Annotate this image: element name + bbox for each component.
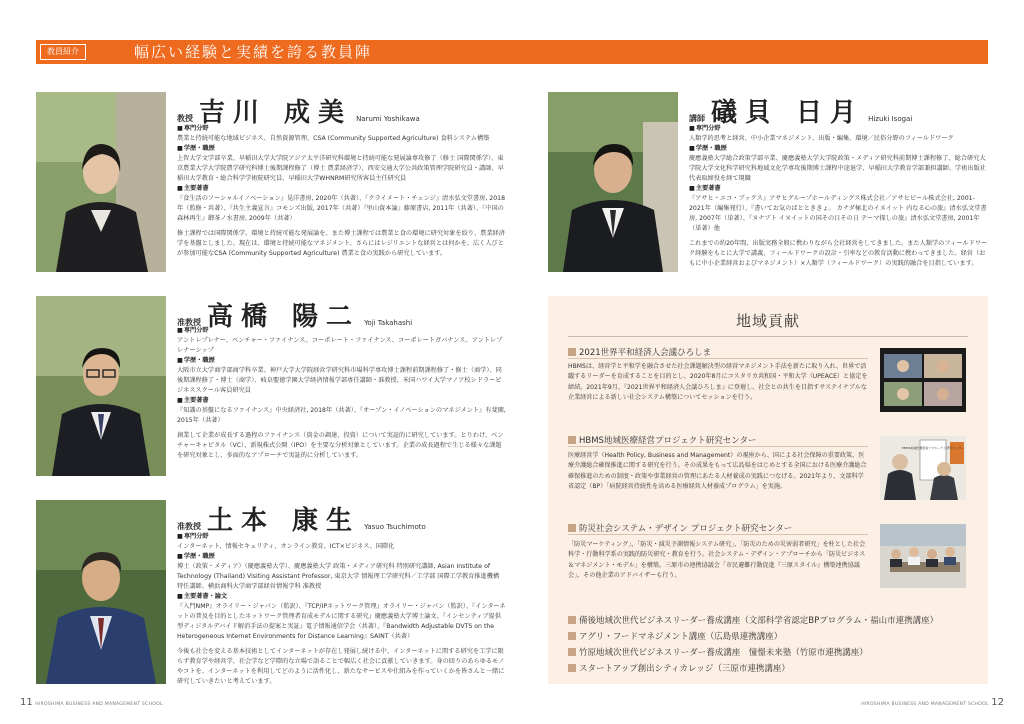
project-text: HBMSは、経営学と平和学を融合させた社会課題解決型の経営マネジメント手法を新たに取り入れ、世界で活躍するリーダーを育成することを目的とし、2020年8月にコスタリカ共和国・平和大学（UPEACE）と協定を締結。2021年9月、『2021世界平和経済人会議ひろしま』に登壇し、社会との共生を目指すサステイナブルな企業経営による新しい社会システム構築についてセッションを行う。 — [568, 363, 868, 402]
bio-text: 人類学的思考と経営、中小企業マネジメント、出版・編集、環境／民俗分野のフィールドワーク — [689, 135, 954, 142]
bio-text: 『知識の基盤になるファイナンス』中央経済社, 2018年（共著）、『オープン・イノベーションのマネジメント』有斐閣, 2015年（共著） — [177, 407, 506, 424]
bio-heading: ■ 専門分野 — [177, 532, 507, 542]
project-photo-disaster-meeting — [880, 524, 966, 588]
faculty-name-jp: 高橋 陽二 — [207, 302, 361, 332]
faculty-name-en: Narumi Yoshikawa — [356, 115, 420, 123]
bio-text: 『アサヒ・エコ・ブックス』アサヒグループホールディングス株式会社／アサヒビール株式会社, 2001-2021年（編集発行）、『書いてお気のばととききょ。 カナダ極北のイヌイット 内なる心の旅』清水弘文堂書房, 2007年（単著）、『ヌナブト イヌイットの国その日その日 テーマ探しの旅』清水弘文堂書房, 2001年（単著）他 — [689, 195, 987, 232]
bio-text: 慶應義塾大学総合政策学部卒業、慶應義塾大学大学院政策・メディア研究科前期博士課程修了、総合研究大学院大学文化科学研究科地域文化学専攻後期博士課程中途退学、早稲田大学教育学部兼担講師、学術出版社代表取締役を経て現職 — [689, 155, 986, 182]
list-item: アグリ・フードマネジメント講座（広島県連携講座） — [568, 630, 782, 642]
faculty-name-jp: 土本 康生 — [207, 506, 361, 536]
bio-heading: ■ 専門分野 — [177, 326, 507, 336]
divider — [568, 446, 868, 447]
center-sign: HBMS地域医療経営プロジェクト研究センター — [901, 446, 965, 450]
bullet-square-icon — [568, 616, 576, 624]
faculty-name-en: Yasuo Tsuchimoto — [364, 523, 426, 531]
faculty-bio — [689, 124, 989, 269]
bio-body: 今後も社会を変える基本技術としてインターネットが存在し発展し続ける中、インターネットに関する研究を工学に限らず教育学や経営学、社会学など学際的な立場で語ることで幅広く社会に貢献していきます。身の回りのあらゆるモノやコトを、インターネットを利用してどのように活性化し、新たなサービスや仕組みを作っていくかを皆さんと一緒に研究していきたいと考えています。 — [177, 648, 505, 685]
faculty-photo-isogai — [548, 92, 678, 272]
bio-heading: ■ 主要著書 — [689, 184, 989, 194]
bio-heading: ■ 主要著書・論文 — [177, 592, 507, 602]
faculty-bio — [177, 124, 507, 259]
faculty-photo-yoshikawa — [36, 92, 166, 272]
project-text: 医療経営学（Health Policy, Business and Management）の視座から、国による社会保障の重要政策、医療介護総合確保推進に関する研究を行う。その成果をもって広島県をはじめとする全国における医療介護総合確保推進のための制度・政策や事業経営の管理にあたる人材養成の実践につなげる。2021年より、文部科学省認定（BP）「病院経営持続性を高める医療経営人材養成プログラム」を実施。 — [568, 452, 867, 491]
bio-heading: ■ 専門分野 — [689, 124, 989, 134]
page-headline: 幅広い経験と実績を誇る教員陣 — [134, 43, 373, 61]
faculty-bio — [177, 532, 507, 687]
section-tag: 教員紹介 — [40, 44, 86, 60]
page-number: 12 — [991, 697, 1004, 708]
header-bar — [36, 40, 988, 64]
page-number: 11 — [20, 697, 33, 708]
bio-text: インターネット、情報セキュリティ、オンライン教育、ICT×ビジネス、国際化 — [177, 543, 395, 550]
bio-text: 大阪市立大学商学部商学科卒業、神戸大学大学院経営学研究科市場科学専攻博士課程前期課程修了・修士（商学）、同後期課程修了・博士（商学）、岐阜聖徳学園大学経済情報学部専任講師・准教授、米国ハワイ大学マノア校シドラービジネススクール客員研究員 — [177, 367, 502, 394]
project-heading: 2021世界平和経済人会議ひろしま — [568, 346, 711, 358]
project-heading: 防災社会システム・デザイン プロジェクト研究センター — [568, 522, 792, 534]
faculty-name-jp: 吉川 成美 — [199, 98, 353, 128]
school-name: HIROSHIMA BUSINESS AND MANAGEMENT SCHOOL — [35, 702, 163, 707]
bio-heading: ■ 専門分野 — [177, 124, 507, 134]
faculty-title: 准教授 — [177, 522, 201, 531]
bio-heading: ■ 学歴・職歴 — [177, 552, 507, 562]
bullet-square-icon — [568, 436, 576, 444]
faculty-photo-takahashi — [36, 296, 166, 476]
bio-body: 創業して企業が成長する過程のファイナンス（資金の調達、投資）について実証的に研究しています。とりわけ、ベンチャーキャピタル（VC）、新規株式公開（IPO）を主要な分析対象としています。企業の成長過程で生じる様々な課題を研究対象とし、多面的なアプローチで実証的に分析しています。 — [177, 432, 504, 459]
project-photo-online-conference — [880, 348, 966, 412]
bio-text: 『入門NMP』オライリー・ジャパン（監訳）、『TCP/IPネットワーク管理』オライリー・ジャパン（監訳）、『インターネットの普及を目的としたネットワーク管理者育成モデルに関する研究』慶應義塾大学博士論文、『インセンティブ提供型ディジタルデバイド解消手法の提案と実証』電子情報通信学会（共著）、『Bandwidth Adjustable DVTS on the Heterogeneous Internet Environments for Distance Learning』SAINT（共著） — [177, 603, 506, 640]
divider — [568, 534, 868, 535]
bullet-square-icon — [568, 664, 576, 672]
bio-text: 『食生活のソーシャルイノベーション』晃洋書房, 2020年（共著）、『クライメート・チェンジ』清水弘文堂書房, 2018年（監修・共著）、『共生主義宣言』コモンズ出版, 2017年（共著）『里山資本論』藤原書店, 2011年（共著）、『中国の森林再生』御茶ノ水書房, 2009年（共著） — [177, 195, 506, 222]
bio-heading: ■ 主要著書 — [177, 184, 507, 194]
bio-body: 修士課程では国際関係学、環境と持続可能な発展論を、また博士課程では農業と食の環境に研究対象を絞り、農業経済学を基盤としました。現在は、環境と持続可能なマネジメント、さらにはレジリエントな経営とは何かを、広く人びとが参加可能なCSA (Community Supported Agriculture) 農業と食の実践から研究しています。 — [177, 230, 505, 257]
faculty-photo-tsuchimoto — [36, 500, 166, 684]
bio-text: 博士（政策・メディア）（慶應義塾大学）、慶應義塾大学 政策・メディア研究科 特別研究講師, Asian Institute of Technology (Thailand) Visiting Assistant Professor, 東京大学 情報理工学研究科／工学部 国際工学教育推進機構 特任講師、横浜商科大学商学部経営情報学科 准教授 — [177, 563, 500, 590]
faculty-name-jp: 礒貝 日月 — [711, 98, 865, 128]
bio-body: これまでの約20年間、出版実務全般に携わりながら会社経営をしてきました。また人類学のフィールドワーク経験をもとに大学で講義、フィールドワークの設計・引率などの教育活動に携わってきました。経営（おもに中小企業経営およびマネジメント）×人類学（フィールドワーク）の実践的融合を目指しています。 — [689, 240, 988, 267]
bullet-square-icon — [568, 524, 576, 532]
bullet-square-icon — [568, 348, 576, 356]
project-text: 「防災マーケティング」、「防災・減災予測情報システム研究」、「防災のための災害弱者研究」を柱とした社会科学・行動科学系の実践的防災研究・教育を行う。社会システム・デザイン・アプローチから「防災ビジネス＆マネジメント・モデル」を構築。三原市の連携協議会「市民避難行動促進『三原スタイル』構築連携協議会」、その他企業のアドバイザーも行う。 — [568, 541, 866, 580]
divider — [568, 358, 868, 359]
bio-heading: ■ 学歴・職歴 — [177, 144, 507, 154]
bio-text: 上智大学文学部卒業、早稲田大学大学院アジア太平洋研究科環境と持続可能な発展論専攻修了（修士 国際関係学）、東京農業大学大学院農学研究科博士後期課程修了（博士 農業経済学）、西安交通大学公共政策管理学院研究員・講師、早稲田大学教育・総合科学学術院研究員、早稲田大学WHNRM研究所客員主任研究員 — [177, 155, 504, 182]
faculty-title: 准教授 — [177, 318, 201, 327]
faculty-title: 教授 — [177, 114, 193, 123]
bio-heading: ■ 学歴・職歴 — [177, 356, 507, 366]
bio-heading: ■ 学歴・職歴 — [689, 144, 989, 154]
divider — [568, 336, 968, 337]
bio-text: アントレプレナー、ベンチャー・ファイナンス、コーポレート・ファイナンス、コーポレートガバナンス、アントレプレナーシップ — [177, 337, 503, 354]
bullet-square-icon — [568, 632, 576, 640]
region-title: 地域貢献 — [735, 312, 800, 330]
project-photo-medical-center — [880, 436, 966, 500]
faculty-name-en: Hizuki Isogai — [868, 115, 913, 123]
list-item: スタートアップ創出シティカレッジ（三原市連携講座） — [568, 662, 790, 674]
regional-contribution-panel — [548, 296, 988, 684]
footer-right — [861, 697, 1004, 708]
school-name: HIROSHIMA BUSINESS AND MANAGEMENT SCHOOL — [861, 702, 989, 707]
list-item: 備後地域次世代ビジネスリーダー養成講座（文部科学省認定BPプログラム・福山市連携講座） — [568, 614, 938, 626]
faculty-name-en: Yoji Takahashi — [364, 319, 413, 327]
bio-text: 農業と持続可能な地域ビジネス、自然資源管理、CSA (Community Supported Agriculture) 食料システム構築 — [177, 135, 490, 142]
bio-heading: ■ 主要著書 — [177, 396, 507, 406]
list-item: 竹原地域次世代ビジネスリーダー養成講座 憧憬未来塾（竹原市連携講座） — [568, 646, 868, 658]
bullet-square-icon — [568, 648, 576, 656]
footer-left — [20, 697, 163, 708]
faculty-bio — [177, 326, 507, 461]
project-heading: HBMS地域医療経営プロジェクト研究センター — [568, 434, 756, 446]
faculty-title: 講師 — [689, 114, 705, 123]
